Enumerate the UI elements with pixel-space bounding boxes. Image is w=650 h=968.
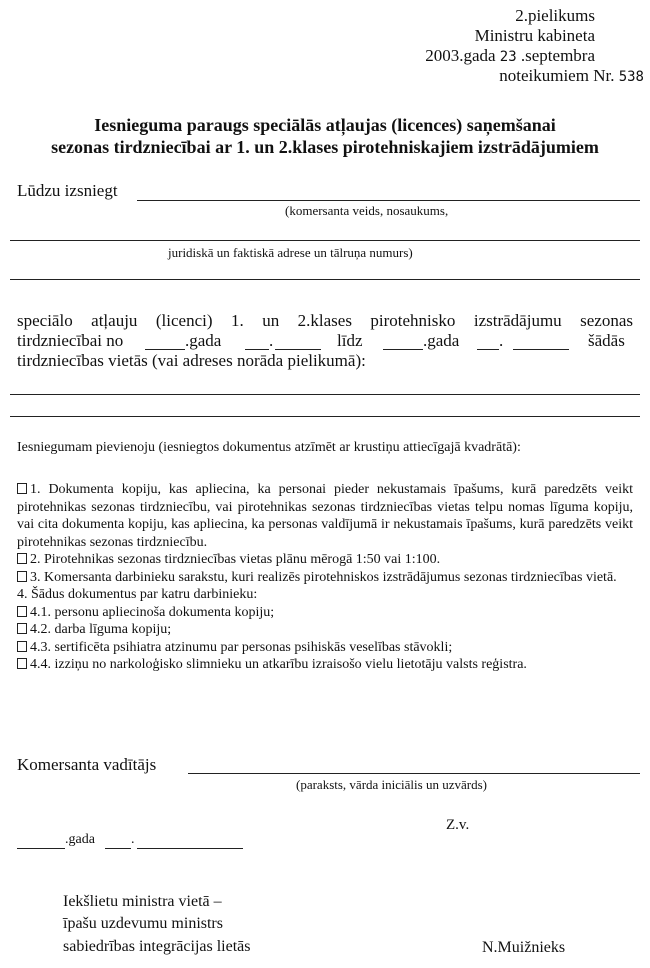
header-date-prefix: 2003.gada [425, 46, 496, 65]
footer-line-1: Iekšlietu ministra vietā – [63, 893, 222, 910]
minister-name: N.Muižnieks [482, 939, 566, 956]
attachment-item-2 [17, 551, 633, 569]
from-year-suffix: .gada [185, 331, 222, 350]
checkbox-item-4-1[interactable] [17, 606, 27, 617]
from-year-field[interactable] [145, 349, 185, 350]
director-label: Komersanta vadītājs [17, 755, 157, 774]
address-field-line-1[interactable] [10, 240, 640, 241]
permit-line-1: speciālo atļauju (licenci) 1. un 2.klases pirotehnisko izstrādājumu sezonas [17, 311, 633, 330]
appendix-label: 2.pielikums [515, 6, 595, 25]
permit-from-label: tirdzniecībai no [17, 331, 124, 350]
header-date-month: .septembra [520, 46, 595, 65]
company-field-hint: (komersanta veids, nosaukums, [285, 203, 449, 218]
sign-date-day-field[interactable] [105, 848, 131, 849]
checkbox-item-4-2[interactable] [17, 623, 27, 634]
header-rules-prefix: noteikumiem Nr. [499, 66, 615, 85]
attachments-list [17, 481, 633, 674]
header-rules-number: 538 [618, 69, 644, 85]
until-year-suffix: .gada [423, 331, 460, 350]
header-rules [499, 66, 644, 87]
until-month-field[interactable] [513, 349, 569, 350]
from-day-field[interactable] [245, 349, 269, 350]
attachment-item-3-text: 3. Komersanta darbinieku sarakstu, kuri realizēs pirotehniskos izstrādājumus sezonas tirdzniecības vietā. [30, 569, 617, 585]
address-field-hint: juridiskā un faktiskā adrese un tālruņa numurs) [168, 245, 413, 260]
sign-date-year-suffix: .gada [65, 832, 95, 847]
attachment-item-1-text: 1. Dokumenta kopiju, kas apliecina, ka personai pieder nekustamais īpašums, kurā paredzēts veikt pirotehnikas sezonas tirdzniecību, vai pirotehnikas sezonas tirdzniecības vietas telpu nomas līguma kopiju, vai cita dokumenta kopiju, kas apliecina, ka personas valdījumā ir nekustamais īpašums, kurā paredzēts veikt pirotehnikas sezonas tirdzniecību. [17, 482, 633, 550]
places-field-line-2[interactable] [10, 416, 640, 417]
sign-date [17, 832, 277, 852]
permit-line-3: tirdzniecības vietās (vai adreses norāda pielikumā): [17, 351, 366, 370]
checkbox-item-1[interactable] [17, 483, 27, 494]
attachment-item-4-2 [17, 621, 633, 639]
seal-label: Z.v. [446, 817, 470, 833]
places-field-line-1[interactable] [10, 394, 640, 395]
header-date-day: 23 [499, 49, 517, 65]
footer-line-2: īpašu uzdevumu ministrs [63, 915, 223, 932]
checkbox-item-4-4[interactable] [17, 658, 27, 669]
page-title-line2: sezonas tirdzniecībai ar 1. un 2.klases pirotehniskajiem izstrādājumiem [51, 137, 599, 157]
cabinet-label: Ministru kabineta [474, 26, 595, 45]
until-day-field[interactable] [477, 349, 499, 350]
address-field-line-2[interactable] [10, 279, 640, 280]
attachment-item-4-4-text: 4.4. izziņu no narkoloģisko slimnieku un atkarību izraisošo vielu lietotāju valsts reģistra. [30, 657, 527, 672]
request-label: Lūdzu izsniegt [17, 181, 118, 200]
sign-date-dot: . [131, 832, 135, 847]
attachment-item-4-1 [17, 604, 633, 622]
permit-until-label: līdz [337, 331, 363, 350]
attachment-item-2-text: 2. Pirotehnikas sezonas tirdzniecības vietas plānu mērogā 1:50 vai 1:100. [30, 552, 441, 567]
signature-hint: (paraksts, vārda iniciālis un uzvārds) [296, 777, 487, 792]
until-dot: . [499, 331, 504, 350]
attachment-item-4-3 [17, 639, 633, 657]
checkbox-item-2[interactable] [17, 553, 27, 564]
sign-date-month-field[interactable] [137, 848, 243, 849]
from-month-field[interactable] [275, 349, 321, 350]
attachment-item-3 [17, 569, 633, 587]
footer-line-3: sabiedrības integrācijas lietās [63, 938, 251, 955]
sign-date-year-field[interactable] [17, 848, 65, 849]
from-dot: . [269, 331, 274, 350]
attachment-item-4-4 [17, 656, 633, 674]
attachment-item-4-2-text: 4.2. darba līguma kopiju; [30, 622, 172, 637]
company-field-line[interactable] [137, 200, 640, 201]
attachment-item-4-1-text: 4.1. personu apliecinoša dokumenta kopiju; [30, 604, 275, 620]
checkbox-item-3[interactable] [17, 571, 27, 582]
page-title-line1: Iesnieguma paraugs speciālās atļaujas (licences) saņemšanai [94, 115, 556, 135]
until-year-field[interactable] [383, 349, 423, 350]
places-label: šādās [588, 331, 625, 350]
attachment-item-4-text: 4. Šādus dokumentus par katru darbinieku: [17, 587, 258, 602]
checkbox-item-4-3[interactable] [17, 641, 27, 652]
permit-line-2 [17, 331, 633, 351]
attachment-item-4-3-text: 4.3. sertificēta psihiatra atzinumu par personas psihiskās veselības stāvokli; [30, 639, 453, 655]
attachment-item-1 [17, 481, 633, 551]
attachment-item-4 [17, 586, 633, 604]
attachments-intro: Iesniegumam pievienoju (iesniegtos dokumentus atzīmēt ar krustiņu attiecīgajā kvadrātā): [17, 440, 521, 455]
signature-field-line[interactable] [188, 773, 640, 774]
header-date [425, 46, 595, 67]
